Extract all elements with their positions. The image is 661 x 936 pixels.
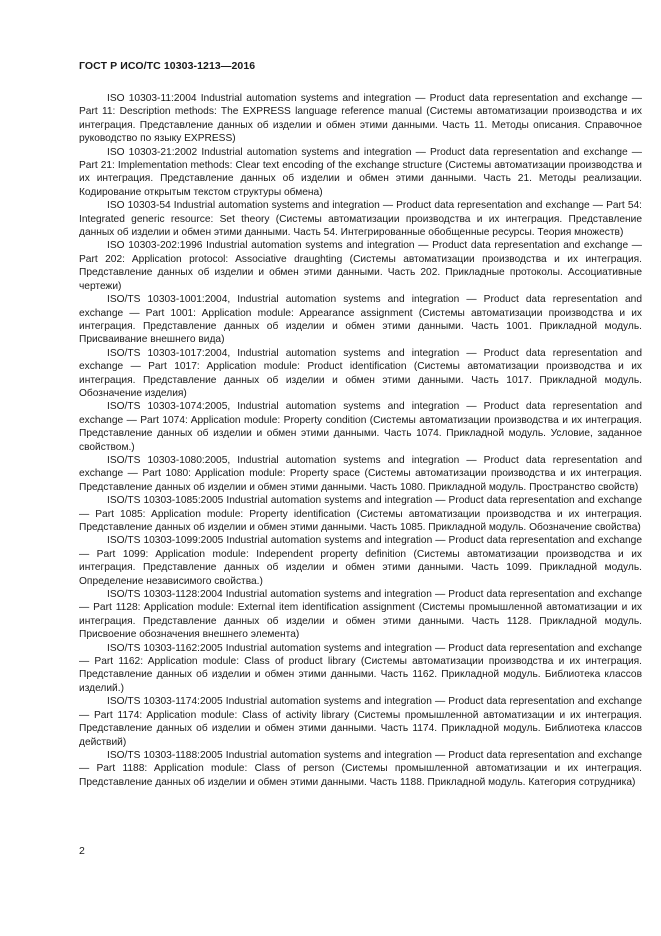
reference-iso-ts-10303-1074: ISO/TS 10303-1074:2005, Industrial automation systems and integration — Product data representation and exchange — Part 1074: Application module: Property condition (Системы автоматизации производства и их интеграция. Представление данных об изделии и обмен этими данными. Часть 1074. Прикладной модуль. Условие, заданное свойством.) [79,401,642,453]
reference-iso-10303-11: ISO 10303-11:2004 Industrial automation systems and integration — Product data representation and exchange — Part 11: Description methods: The EXPRESS language reference manual (Системы автоматизации производства и их интеграция. Представление данных об изделии и обмен этими данными. Часть 11. Методы описания. Справочное руководство по языку EXPRESS) [79,93,642,145]
reference-iso-10303-202: ISO 10303-202:1996 Industrial automation systems and integration — Product data representation and exchange — Part 202: Application protocol: Associative draughting (Системы автоматизации производства и их интеграция. Представление данных об изделии и обмен этими данными. Часть 202. Прикладные протоколы. Ассоциативные чертежи) [79,240,642,292]
reference-iso-ts-10303-1174: ISO/TS 10303-1174:2005 Industrial automation systems and integration — Product data representation and exchange — Part 1174: Application module: Class of activity library (Системы промышленной автоматизации и их интеграция. Представление данных об изделии и обмен этими данными. Часть 1174. Прикладной модуль. Библиотека классов действий) [79,696,642,748]
reference-iso-10303-21: ISO 10303-21:2002 Industrial automation systems and integration — Product data representation and exchange — Part 21: Implementation methods: Clear text encoding of the exchange structure (Системы автоматизации производства и их интеграция. Представление данных об изделии и обмен этими данными. Часть 21. Методы реализации. Кодирование открытым текстом структуры обмена) [79,146,642,198]
reference-iso-ts-10303-1001: ISO/TS 10303-1001:2004, Industrial automation systems and integration — Product data representation and exchange — Part 1001: Application module: Appearance assignment (Системы автоматизации производства и их интеграция. Представление данных об изделии и обмен этими данными. Часть 1001. Прикладной модуль. Присваивание внешнего вида) [79,294,642,346]
page-header-title: ГОСТ Р ИСО/ТС 10303-1213—2016 [79,60,256,72]
page-number: 2 [79,845,85,857]
references-list [79,92,642,789]
reference-iso-ts-10303-1017: ISO/TS 10303-1017:2004, Industrial automation systems and integration — Product data representation and exchange — Part 1017: Application module: Product identification (Системы автоматизации производства и их интеграция. Представление данных об изделии и обмен этими данными. Часть 1017. Прикладной модуль. Обозначение изделия) [79,347,642,399]
reference-iso-ts-10303-1080: ISO/TS 10303-1080:2005, Industrial automation systems and integration — Product data representation and exchange — Part 1080: Application module: Property space (Системы автоматизации производства и их интеграция. Представление данных об изделии и обмен этими данными. Часть 1080. Прикладной модуль. Пространство свойств) [79,454,642,493]
reference-iso-ts-10303-1099: ISO/TS 10303-1099:2005 Industrial automation systems and integration — Product data representation and exchange — Part 1099: Application module: Independent property definition (Системы автоматизации производства и их интеграция. Представление данных об изделии и обмен этими данными. Часть 1099. Прикладной модуль. Определение независимого свойства.) [79,535,642,587]
reference-iso-ts-10303-1188: ISO/TS 10303-1188:2005 Industrial automation systems and integration — Product data representation and exchange — Part 1188: Application module: Class of person (Системы промышленной автоматизации и их интеграция. Представление данных об изделии и обмен этими данными. Часть 1188. Прикладной модуль. Категория сотрудника) [79,749,642,788]
reference-iso-ts-10303-1128: ISO/TS 10303-1128:2004 Industrial automation systems and integration — Product data representation and exchange — Part 1128: Application module: External item identification assignment (Системы промышленной автоматизации и их интеграция. Представление данных об изделии и обмен этими данными. Часть 1128. Прикладной модуль. Присвоение обозначения внешнего элемента) [79,589,642,641]
reference-iso-10303-54: ISO 10303-54 Industrial automation systems and integration — Product data representation and exchange — Part 54: Integrated generic resource: Set theory (Системы автоматизации производства и их интеграция. Представление данных об изделии и обмен этими данными. Часть 54. Интегрированные обобщенные ресурсы. Теория множеств) [79,200,642,239]
reference-iso-ts-10303-1162: ISO/TS 10303-1162:2005 Industrial automation systems and integration — Product data representation and exchange — Part 1162: Application module: Class of product library (Системы автоматизации производства и их интеграция. Представление данных об изделии и обмен этими данными. Часть 1162. Прикладной модуль. Библиотека классов изделий.) [79,642,642,694]
reference-iso-ts-10303-1085: ISO/TS 10303-1085:2005 Industrial automation systems and integration — Product data representation and exchange — Part 1085: Application module: Property identification (Системы автоматизации производства и их интеграция. Представление данных об изделии и обмен этими данными. Часть 1085. Прикладной модуль. Обозначение свойства) [79,495,642,533]
